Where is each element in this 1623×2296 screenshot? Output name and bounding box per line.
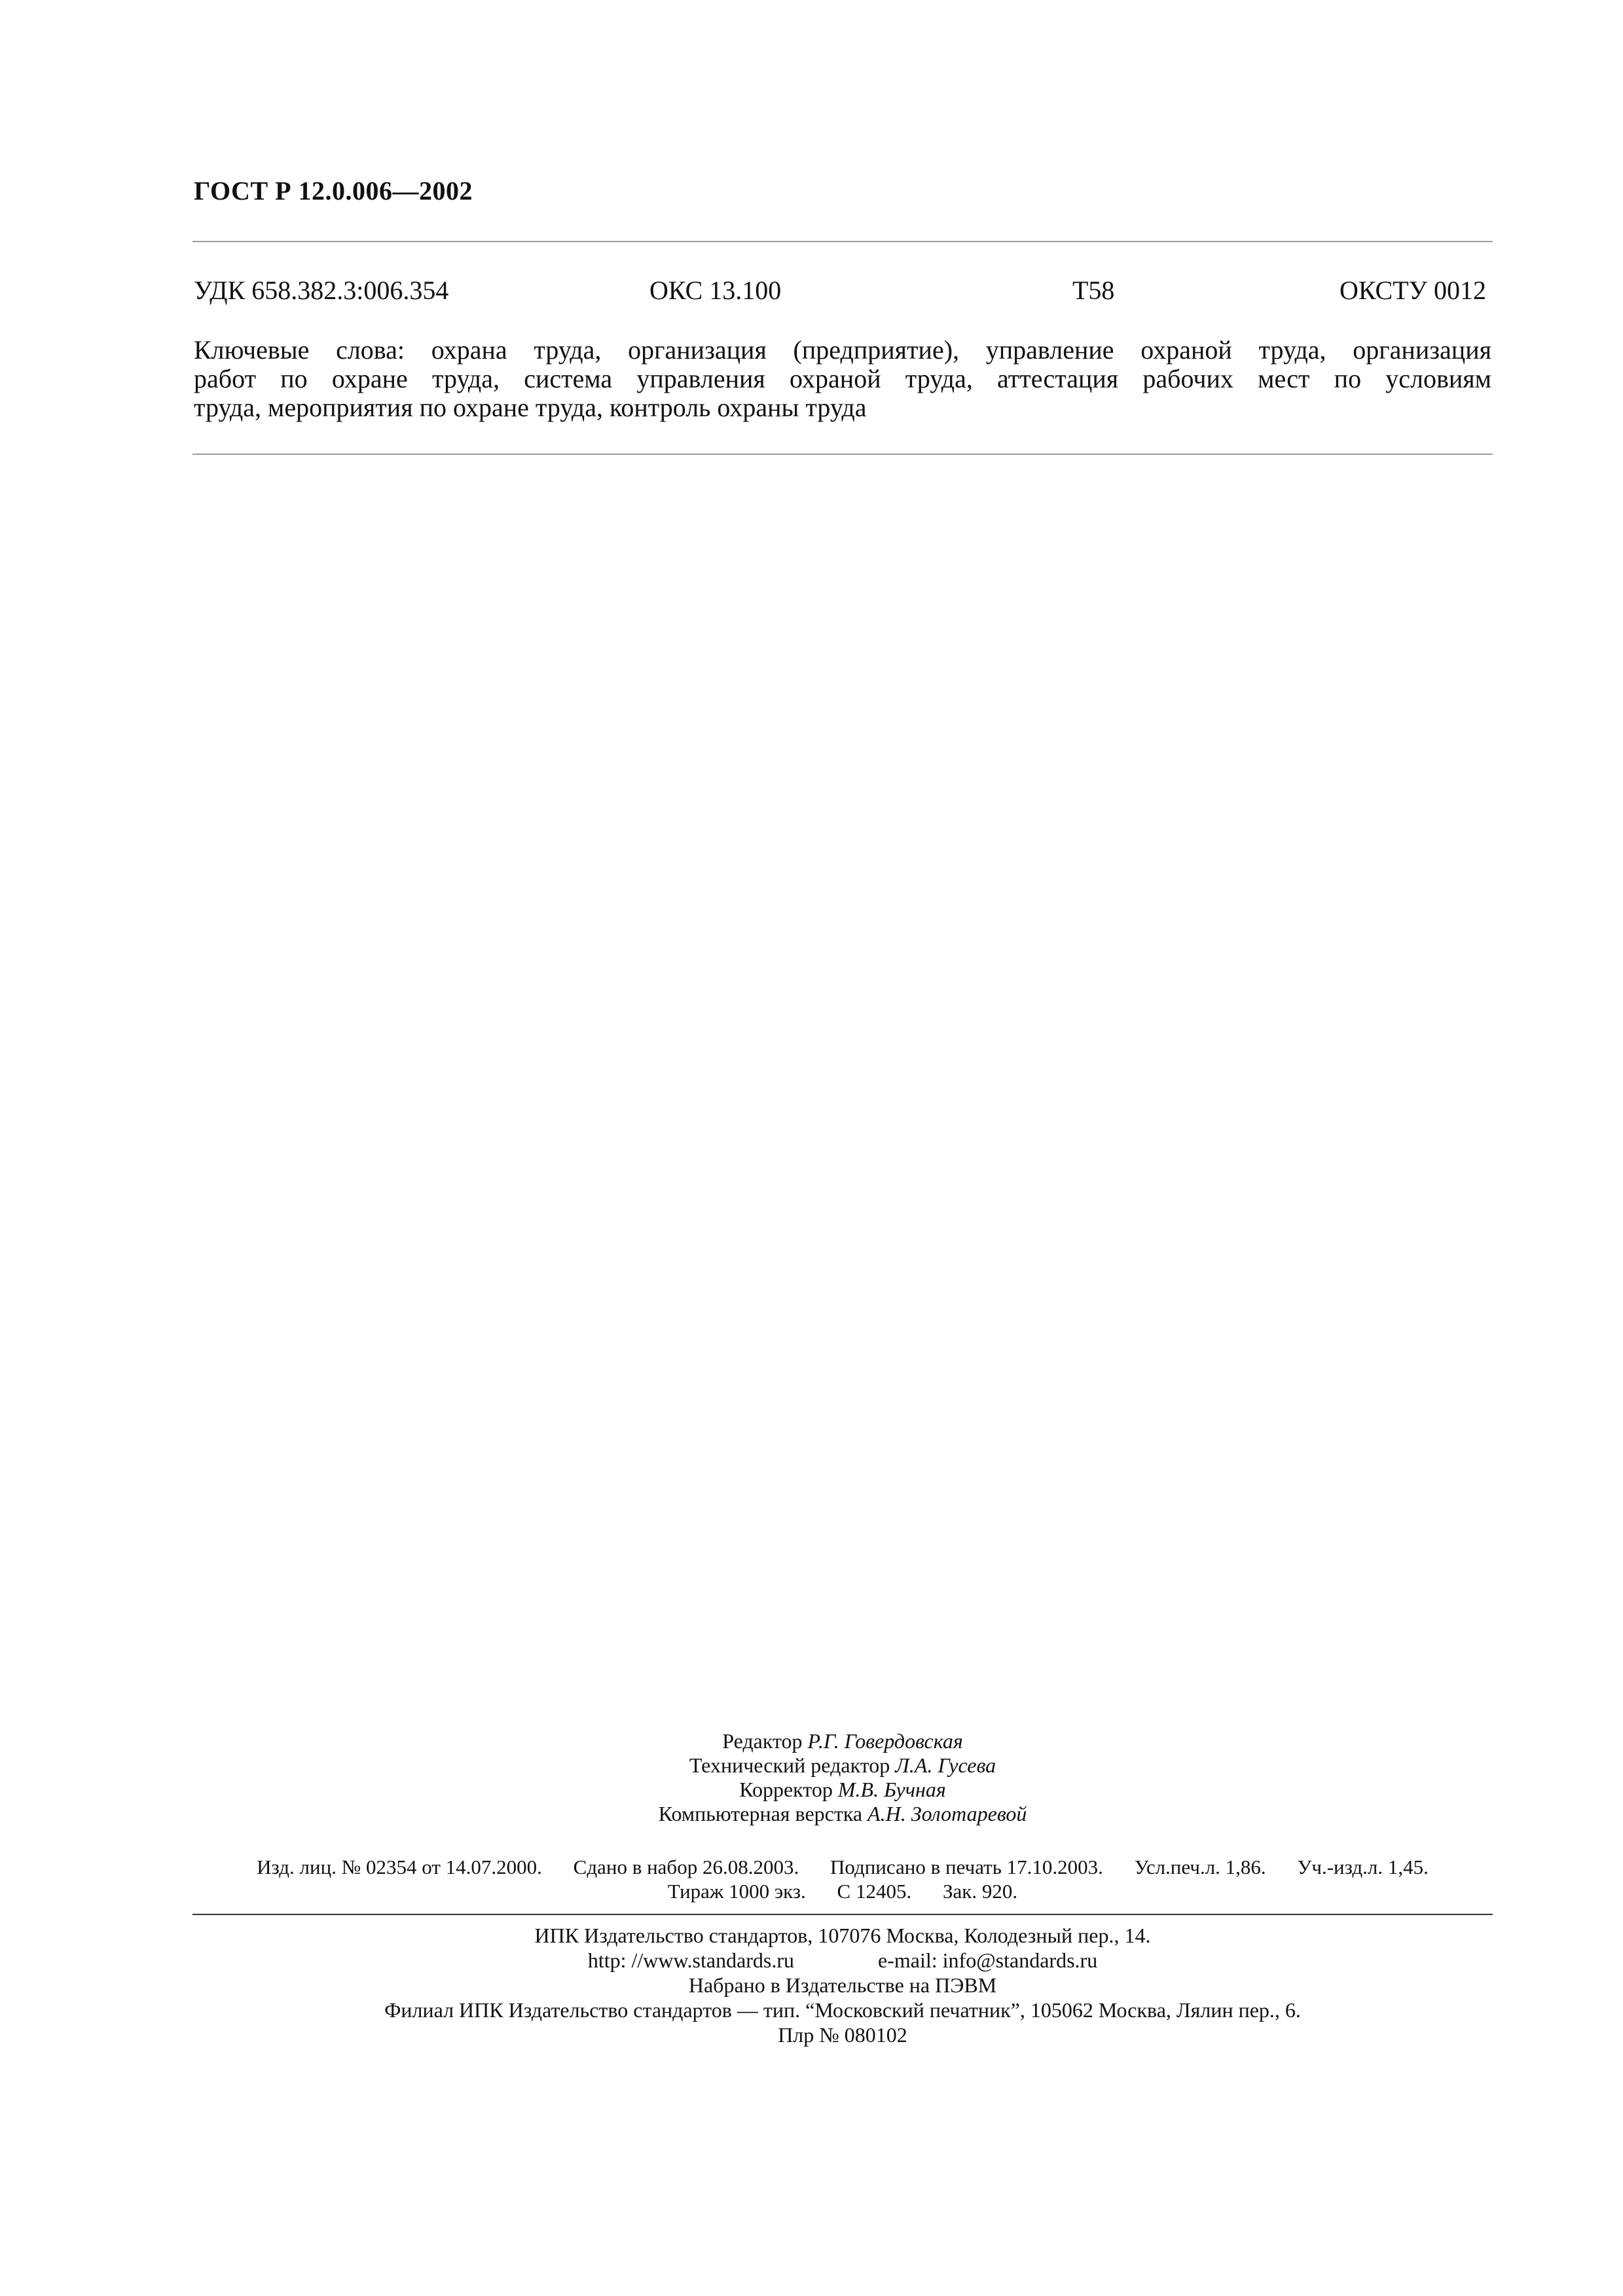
publisher-contacts bbox=[194, 1948, 1491, 1973]
udk-code: УДК 658.382.3:006.354 bbox=[194, 276, 449, 305]
tech-editor-line bbox=[194, 1753, 1491, 1778]
imprint-block bbox=[194, 1855, 1491, 1903]
keywords-block bbox=[194, 336, 1491, 422]
imprint-divider bbox=[192, 1914, 1493, 1915]
proofreader-name: М.В. Бучная bbox=[837, 1778, 946, 1801]
editor-label: Редактор bbox=[722, 1729, 803, 1753]
keywords-line: труда, мероприятия по охране труда, контроль охраны труда bbox=[194, 393, 867, 422]
typeset-note: Набрано в Издательстве на ПЭВМ bbox=[688, 1973, 997, 1997]
publisher-email: e-mail: info@standards.ru bbox=[878, 1948, 1098, 1972]
license-info: Изд. лиц. № 02354 от 14.07.2000. bbox=[257, 1856, 542, 1878]
keywords-line: работ по охране труда, система управления охраной труда, аттестация рабочих мест по условиям bbox=[194, 364, 1491, 393]
document-header: ГОСТ Р 12.0.006—2002 bbox=[194, 176, 473, 206]
okstu-code: ОКСТУ 0012 bbox=[1339, 276, 1486, 305]
publisher-website: http: //www.standards.ru bbox=[587, 1948, 795, 1972]
imprint-line-2 bbox=[194, 1879, 1491, 1903]
layout-line bbox=[194, 1802, 1491, 1826]
credits-block bbox=[194, 1729, 1491, 1826]
print-sheets: Усл.печ.л. 1,86. bbox=[1134, 1856, 1266, 1878]
imprint-line-1 bbox=[194, 1855, 1491, 1879]
tech-editor-label: Технический редактор bbox=[689, 1753, 890, 1777]
proofreader-line bbox=[194, 1778, 1491, 1802]
print-run: Тираж 1000 экз. bbox=[667, 1880, 806, 1903]
classification-row bbox=[194, 275, 1491, 309]
editor-line bbox=[194, 1729, 1491, 1753]
typeset-date: Сдано в набор 26.08.2003. bbox=[573, 1856, 799, 1878]
publisher-sheets: Уч.-изд.л. 1,45. bbox=[1297, 1856, 1429, 1878]
layout-name: А.Н. Золотаревой bbox=[867, 1802, 1027, 1825]
order-number: Зак. 920. bbox=[942, 1880, 1018, 1903]
signed-date: Подписано в печать 17.10.2003. bbox=[830, 1856, 1103, 1878]
header-divider bbox=[192, 241, 1493, 242]
proofreader-label: Корректор bbox=[739, 1778, 833, 1801]
editor-name: Р.Г. Говердовская bbox=[807, 1729, 963, 1753]
layout-label: Компьютерная верстка bbox=[658, 1802, 863, 1825]
group-code: Т58 bbox=[1072, 276, 1115, 305]
publisher-block bbox=[194, 1923, 1491, 2047]
oks-code: ОКС 13.100 bbox=[649, 276, 782, 305]
print-code: С 12405. bbox=[837, 1880, 912, 1903]
plr-number: Плр № 080102 bbox=[778, 2023, 907, 2047]
keywords-divider bbox=[192, 454, 1493, 455]
tech-editor-name: Л.А. Гусева bbox=[895, 1753, 996, 1777]
keywords-line: Ключевые слова: охрана труда, организация (предприятие), управление охраной труда, организация bbox=[194, 335, 1491, 365]
publisher-address: ИПК Издательство стандартов, 107076 Москва, Колодезный пер., 14. bbox=[534, 1924, 1151, 1947]
branch-address: Филиал ИПК Издательство стандартов — тип. “Московский печатник”, 105062 Москва, Лялин пер., 6. bbox=[384, 1998, 1301, 2022]
